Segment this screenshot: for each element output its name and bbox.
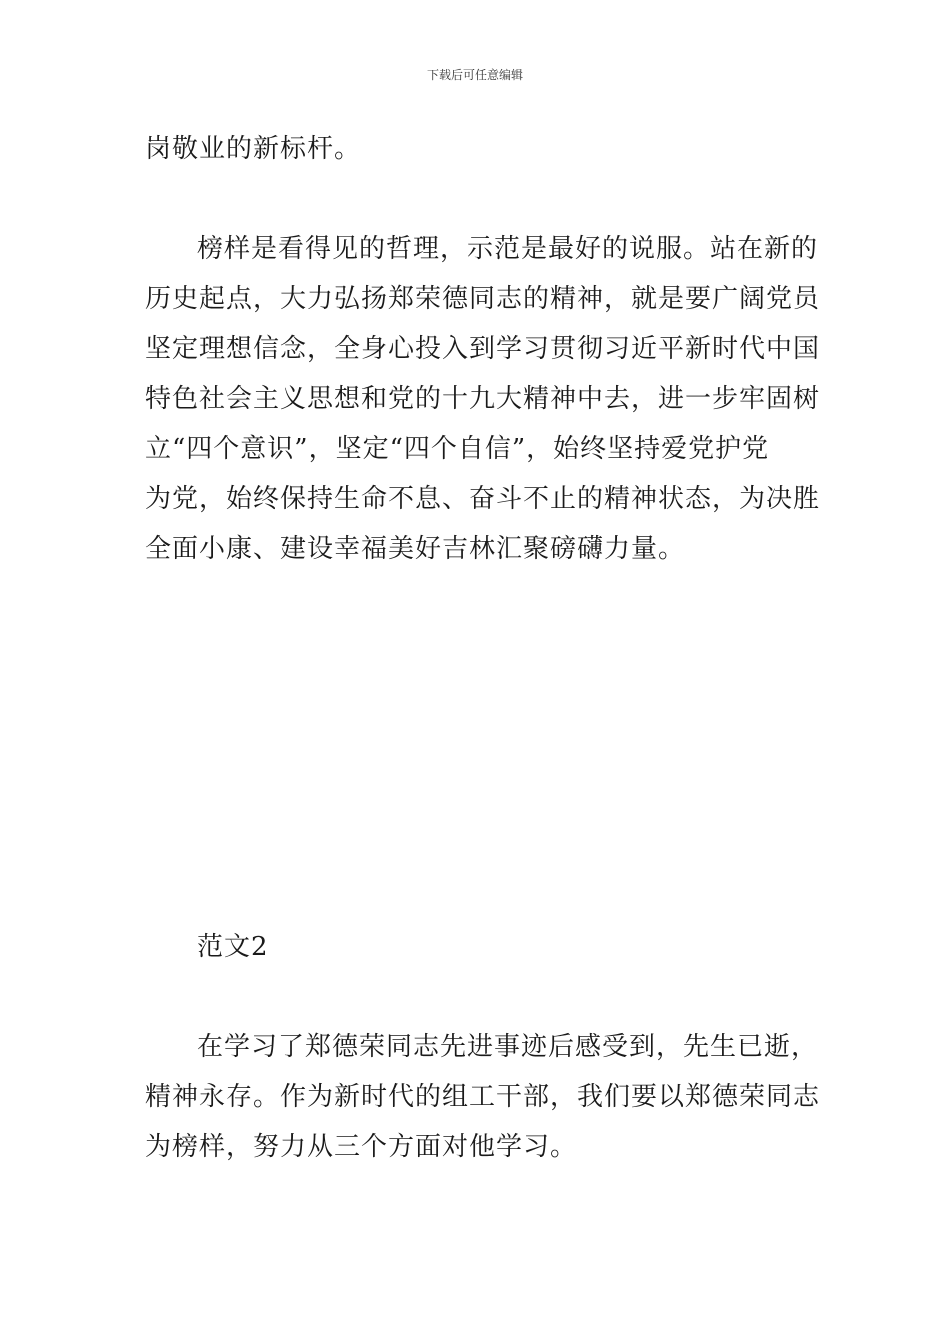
paragraph-study [145, 1022, 821, 1172]
text-line: 全面小康、建设幸福美好吉林汇聚磅礴力量。 [145, 534, 686, 564]
paragraph-continuation [145, 124, 810, 174]
text-line: 为榜样，努力从三个方面对他学习。 [145, 1132, 578, 1162]
text-line: 榜样是看得见的哲理，示范是最好的说服。站在新的 [197, 234, 819, 264]
text-line: 精神永存。作为新时代的组工干部，我们要以郑德荣同志 [145, 1082, 821, 1112]
text-line: 立“四个意识”，坚定“四个自信”，始终坚持爱党护党 [145, 434, 770, 464]
section-heading [145, 922, 810, 972]
text-line: 岗敬业的新标杆。 [145, 134, 362, 164]
section-title: 范文2 [197, 932, 269, 962]
page-header: 下载后可任意编辑 [426, 68, 523, 82]
text-line: 坚定理想信念，全身心投入到学习贯彻习近平新时代中国 [145, 334, 821, 364]
text-line: 历史起点，大力弘扬郑荣德同志的精神，就是要广阔党员 [145, 284, 821, 314]
paragraph-role-model [145, 224, 821, 574]
text-line: 在学习了郑德荣同志先进事迹后感受到，先生已逝， [197, 1032, 819, 1062]
text-line: 特色社会主义思想和党的十九大精神中去，进一步牢固树 [145, 384, 821, 414]
text-line: 为党，始终保持生命不息、奋斗不止的精神状态，为决胜 [145, 484, 821, 514]
